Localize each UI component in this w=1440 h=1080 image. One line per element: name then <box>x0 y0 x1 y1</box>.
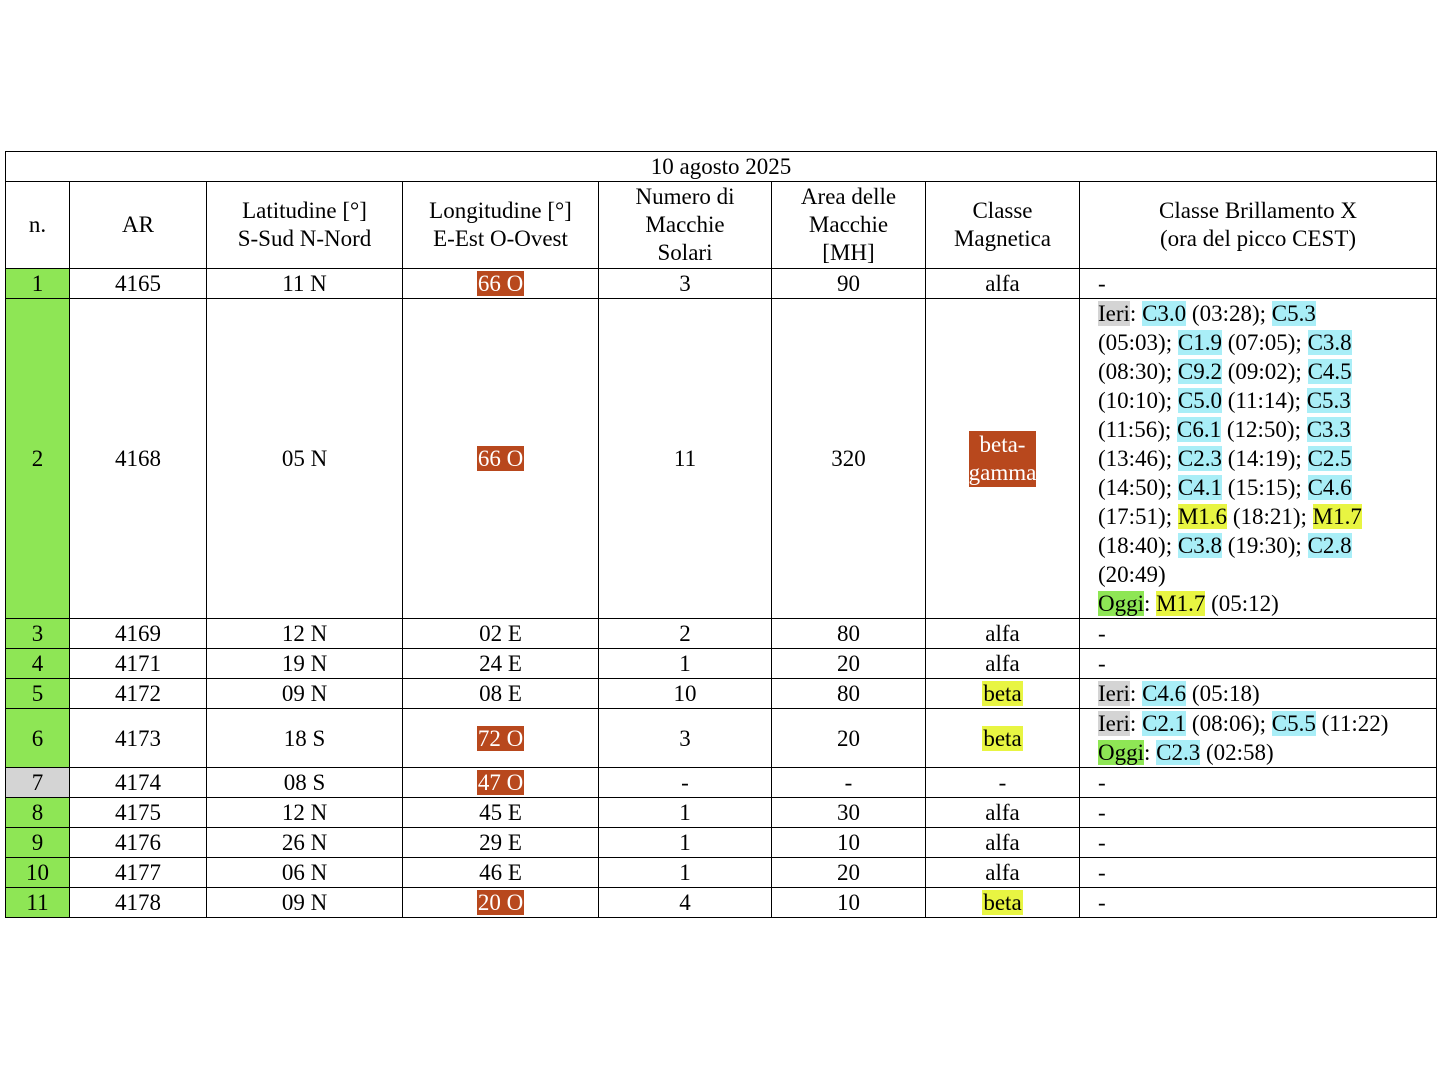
spot-area-cell: 80 <box>772 679 926 709</box>
flares-ieri-label: Ieri <box>1098 301 1130 326</box>
flare-time: (05:12) <box>1211 591 1279 616</box>
header-n <box>6 182 70 269</box>
flare-class: C6.1 <box>1177 417 1222 442</box>
magnetic-class-cell: alfa <box>926 798 1080 828</box>
magnetic-class-cell <box>926 679 1080 709</box>
header-flare-class-line2: (ora del picco CEST) <box>1159 226 1357 251</box>
flares-cell: - <box>1080 888 1437 918</box>
spot-area-cell: 20 <box>772 858 926 888</box>
flare-time: (07:05) <box>1227 330 1296 355</box>
header-latitude <box>207 182 403 269</box>
longitude-cell: 45 E <box>403 798 599 828</box>
ar-cell: 4172 <box>70 679 207 709</box>
flares-cell: - <box>1080 768 1437 798</box>
latitude-cell: 12 N <box>207 798 403 828</box>
ar-cell: 4168 <box>70 299 207 619</box>
longitude-value: 66 O <box>477 446 524 471</box>
row-number: 1 <box>6 269 70 299</box>
flare-class: C2.1 <box>1142 711 1187 736</box>
spot-area-cell: 20 <box>772 709 926 768</box>
spot-count-cell: 10 <box>599 679 772 709</box>
header-spot-area-line2: Macchie <box>808 212 889 237</box>
longitude-cell <box>403 269 599 299</box>
flares-cell: - <box>1080 619 1437 649</box>
latitude-cell: 09 N <box>207 888 403 918</box>
flares-ieri-label: Ieri <box>1098 681 1130 706</box>
header-n-label: n. <box>28 212 47 237</box>
spot-count-cell: 4 <box>599 888 772 918</box>
table-row <box>6 768 1437 798</box>
header-longitude <box>403 182 599 269</box>
flares-ieri-label: Ieri <box>1098 711 1130 736</box>
longitude-cell: 02 E <box>403 619 599 649</box>
header-magnetic-class <box>926 182 1080 269</box>
flare-class: C4.6 <box>1142 681 1187 706</box>
magnetic-class-value: beta <box>983 681 1022 706</box>
longitude-value: 47 O <box>477 770 524 795</box>
latitude-cell: 26 N <box>207 828 403 858</box>
flare-class: C2.3 <box>1156 740 1201 765</box>
ar-cell: 4178 <box>70 888 207 918</box>
magnetic-class-cell <box>926 709 1080 768</box>
row-number: 8 <box>6 798 70 828</box>
table-row <box>6 619 1437 649</box>
table-row <box>6 299 1437 619</box>
row-number: 11 <box>6 888 70 918</box>
header-spot-count-line2: Macchie <box>645 212 725 237</box>
header-spot-count-line1: Numero di <box>635 184 735 209</box>
flares-oggi-label: Oggi <box>1098 740 1144 765</box>
latitude-cell: 19 N <box>207 649 403 679</box>
flare-time: (18:40) <box>1098 533 1166 558</box>
spot-area-cell: 10 <box>772 888 926 918</box>
flare-time: (20:49) <box>1098 562 1166 587</box>
flare-time: (09:02) <box>1227 359 1296 384</box>
ar-cell: 4176 <box>70 828 207 858</box>
flare-class: C9.2 <box>1177 359 1222 384</box>
flare-time: (14:19) <box>1227 446 1296 471</box>
flare-class: C2.8 <box>1307 533 1352 558</box>
flare-class: C5.5 <box>1271 711 1316 736</box>
flare-class: M1.7 <box>1156 591 1206 616</box>
longitude-cell <box>403 709 599 768</box>
table-row <box>6 858 1437 888</box>
table-row <box>6 269 1437 299</box>
header-spot-area-line3: [MH] <box>822 240 875 265</box>
flares-cell: Ieri: C2.1 (08:06); C5.5 (11:22) Oggi: C2.3 (02:58) <box>1080 709 1437 768</box>
magnetic-class-cell <box>926 299 1080 619</box>
row-number: 9 <box>6 828 70 858</box>
spot-count-cell: - <box>599 768 772 798</box>
ar-cell: 4174 <box>70 768 207 798</box>
flare-time: (11:22) <box>1321 711 1389 736</box>
flare-class: M1.6 <box>1177 504 1228 529</box>
flares-cell: - <box>1080 798 1437 828</box>
flare-class: C4.5 <box>1307 359 1352 384</box>
longitude-value: 66 O <box>477 271 524 296</box>
longitude-value: 72 O <box>477 725 524 751</box>
magnetic-class-line2: gamma <box>968 459 1037 485</box>
sunspot-table <box>5 151 1437 918</box>
flares-list: Ieri: C3.0 (03:28); C5.3 (05:03); C1.9 (07:05); C3.8 (08:30); C9.2 (09:02); C4.5 (10:10); C5.0 (11:14); C5.3 (11:56); C6.1 (12:50); C3.3 (13:46); C2.3 (14:19); C2.5 (14:50); C4.1 (15:15); C4.6 (17:51); M1.6 (18:21); M1.7 (18:40); C3.8 (19:30); C2.8 (20:49) Oggi: M1.7 (05:12) <box>1098 301 1362 616</box>
longitude-value: 20 O <box>477 890 524 915</box>
flares-cell: - <box>1080 828 1437 858</box>
magnetic-class-cell <box>926 888 1080 918</box>
longitude-cell: 46 E <box>403 858 599 888</box>
row-number: 4 <box>6 649 70 679</box>
header-longitude-line2: E-Est O-Ovest <box>433 226 568 251</box>
magnetic-class-cell: alfa <box>926 858 1080 888</box>
flare-time: (15:15) <box>1227 475 1296 500</box>
flare-class: C1.9 <box>1177 330 1222 355</box>
flare-time: (11:56) <box>1098 417 1165 442</box>
flare-class: C2.5 <box>1307 446 1352 471</box>
magnetic-class-value: beta <box>983 890 1022 915</box>
header-spot-count-line3: Solari <box>657 240 713 265</box>
row-number: 5 <box>6 679 70 709</box>
magnetic-class-cell: alfa <box>926 649 1080 679</box>
header-spot-area <box>772 182 926 269</box>
magnetic-class-cell: alfa <box>926 828 1080 858</box>
longitude-cell <box>403 888 599 918</box>
flares-cell: - <box>1080 649 1437 679</box>
spot-area-cell: 30 <box>772 798 926 828</box>
flare-time: (17:51) <box>1098 504 1166 529</box>
ar-cell: 4177 <box>70 858 207 888</box>
latitude-cell: 11 N <box>207 269 403 299</box>
flare-time: (11:14) <box>1227 388 1295 413</box>
ar-cell: 4173 <box>70 709 207 768</box>
flare-time: (10:10) <box>1098 388 1166 413</box>
ar-cell: 4169 <box>70 619 207 649</box>
header-flare-class-line1: Classe Brillamento X <box>1159 198 1358 223</box>
longitude-cell: 29 E <box>403 828 599 858</box>
flares-cell: - <box>1080 858 1437 888</box>
header-spot-count <box>599 182 772 269</box>
ar-cell: 4175 <box>70 798 207 828</box>
latitude-cell: 08 S <box>207 768 403 798</box>
spot-count-cell: 3 <box>599 709 772 768</box>
table-row <box>6 709 1437 768</box>
header-ar-label: AR <box>122 212 154 237</box>
flare-class: M1.7 <box>1312 504 1362 529</box>
spot-count-cell: 1 <box>599 798 772 828</box>
header-longitude-line1: Longitudine [°] <box>429 198 572 223</box>
spot-count-cell: 1 <box>599 649 772 679</box>
longitude-cell: 08 E <box>403 679 599 709</box>
flare-time: (08:30) <box>1098 359 1166 384</box>
magnetic-class-value: beta <box>983 725 1022 751</box>
row-number: 3 <box>6 619 70 649</box>
flare-time: (18:21) <box>1232 504 1301 529</box>
spot-count-cell: 11 <box>599 299 772 619</box>
flare-class: C5.3 <box>1306 388 1351 413</box>
spot-area-cell: 80 <box>772 619 926 649</box>
header-latitude-line1: Latitudine [°] <box>242 198 367 223</box>
flare-class: C5.3 <box>1271 301 1316 326</box>
flare-class: C4.6 <box>1307 475 1352 500</box>
table-row <box>6 798 1437 828</box>
row-number: 6 <box>6 709 70 768</box>
row-number: 10 <box>6 858 70 888</box>
spot-area-cell: 320 <box>772 299 926 619</box>
spot-count-cell: 2 <box>599 619 772 649</box>
longitude-cell: 24 E <box>403 649 599 679</box>
flare-time: (02:58) <box>1205 740 1274 765</box>
spot-area-cell: 10 <box>772 828 926 858</box>
spot-count-cell: 3 <box>599 269 772 299</box>
longitude-cell <box>403 299 599 619</box>
header-magnetic-class-line1: Classe <box>972 198 1033 223</box>
row-number: 2 <box>6 299 70 619</box>
flare-time: (19:30) <box>1227 533 1296 558</box>
flare-class: C3.8 <box>1307 330 1352 355</box>
magnetic-class-cell: - <box>926 768 1080 798</box>
spot-area-cell: - <box>772 768 926 798</box>
flare-time: (13:46) <box>1098 446 1166 471</box>
ar-cell: 4171 <box>70 649 207 679</box>
flare-time: (14:50) <box>1098 475 1166 500</box>
longitude-cell <box>403 768 599 798</box>
flares-cell: - <box>1080 269 1437 299</box>
table-row <box>6 888 1437 918</box>
latitude-cell: 05 N <box>207 299 403 619</box>
row-number: 7 <box>6 768 70 798</box>
header-spot-area-line1: Area delle <box>800 184 897 209</box>
flares-cell <box>1080 299 1437 619</box>
flares-oggi-label: Oggi <box>1098 591 1144 616</box>
spot-area-cell: 20 <box>772 649 926 679</box>
flare-time: (03:28) <box>1191 301 1260 326</box>
header-latitude-line2: S-Sud N-Nord <box>237 226 372 251</box>
flare-time: (12:50) <box>1226 417 1295 442</box>
magnetic-class-line1: beta- <box>979 431 1026 457</box>
flare-class: C3.0 <box>1142 301 1187 326</box>
latitude-cell: 09 N <box>207 679 403 709</box>
flare-class: C3.3 <box>1306 417 1351 442</box>
latitude-cell: 18 S <box>207 709 403 768</box>
flare-class: C4.1 <box>1177 475 1222 500</box>
table-row <box>6 679 1437 709</box>
spot-area-cell: 90 <box>772 269 926 299</box>
flare-time: (08:06) <box>1191 711 1260 736</box>
flare-class: C3.8 <box>1177 533 1222 558</box>
header-magnetic-class-line2: Magnetica <box>953 226 1052 251</box>
latitude-cell: 06 N <box>207 858 403 888</box>
flare-time: (05:18) <box>1191 681 1260 706</box>
flare-class: C5.0 <box>1177 388 1222 413</box>
flare-time: (05:03) <box>1098 330 1166 355</box>
table-row <box>6 649 1437 679</box>
flares-cell: Ieri: C4.6 (05:18) <box>1080 679 1437 709</box>
spot-count-cell: 1 <box>599 858 772 888</box>
header-flare-class <box>1080 182 1437 269</box>
flare-class: C2.3 <box>1177 446 1222 471</box>
spot-count-cell: 1 <box>599 828 772 858</box>
ar-cell: 4165 <box>70 269 207 299</box>
table-row <box>6 828 1437 858</box>
header-ar <box>70 182 207 269</box>
magnetic-class-cell: alfa <box>926 269 1080 299</box>
latitude-cell: 12 N <box>207 619 403 649</box>
magnetic-class-value <box>969 431 1037 487</box>
magnetic-class-cell: alfa <box>926 619 1080 649</box>
table-title: 10 agosto 2025 <box>6 152 1437 182</box>
